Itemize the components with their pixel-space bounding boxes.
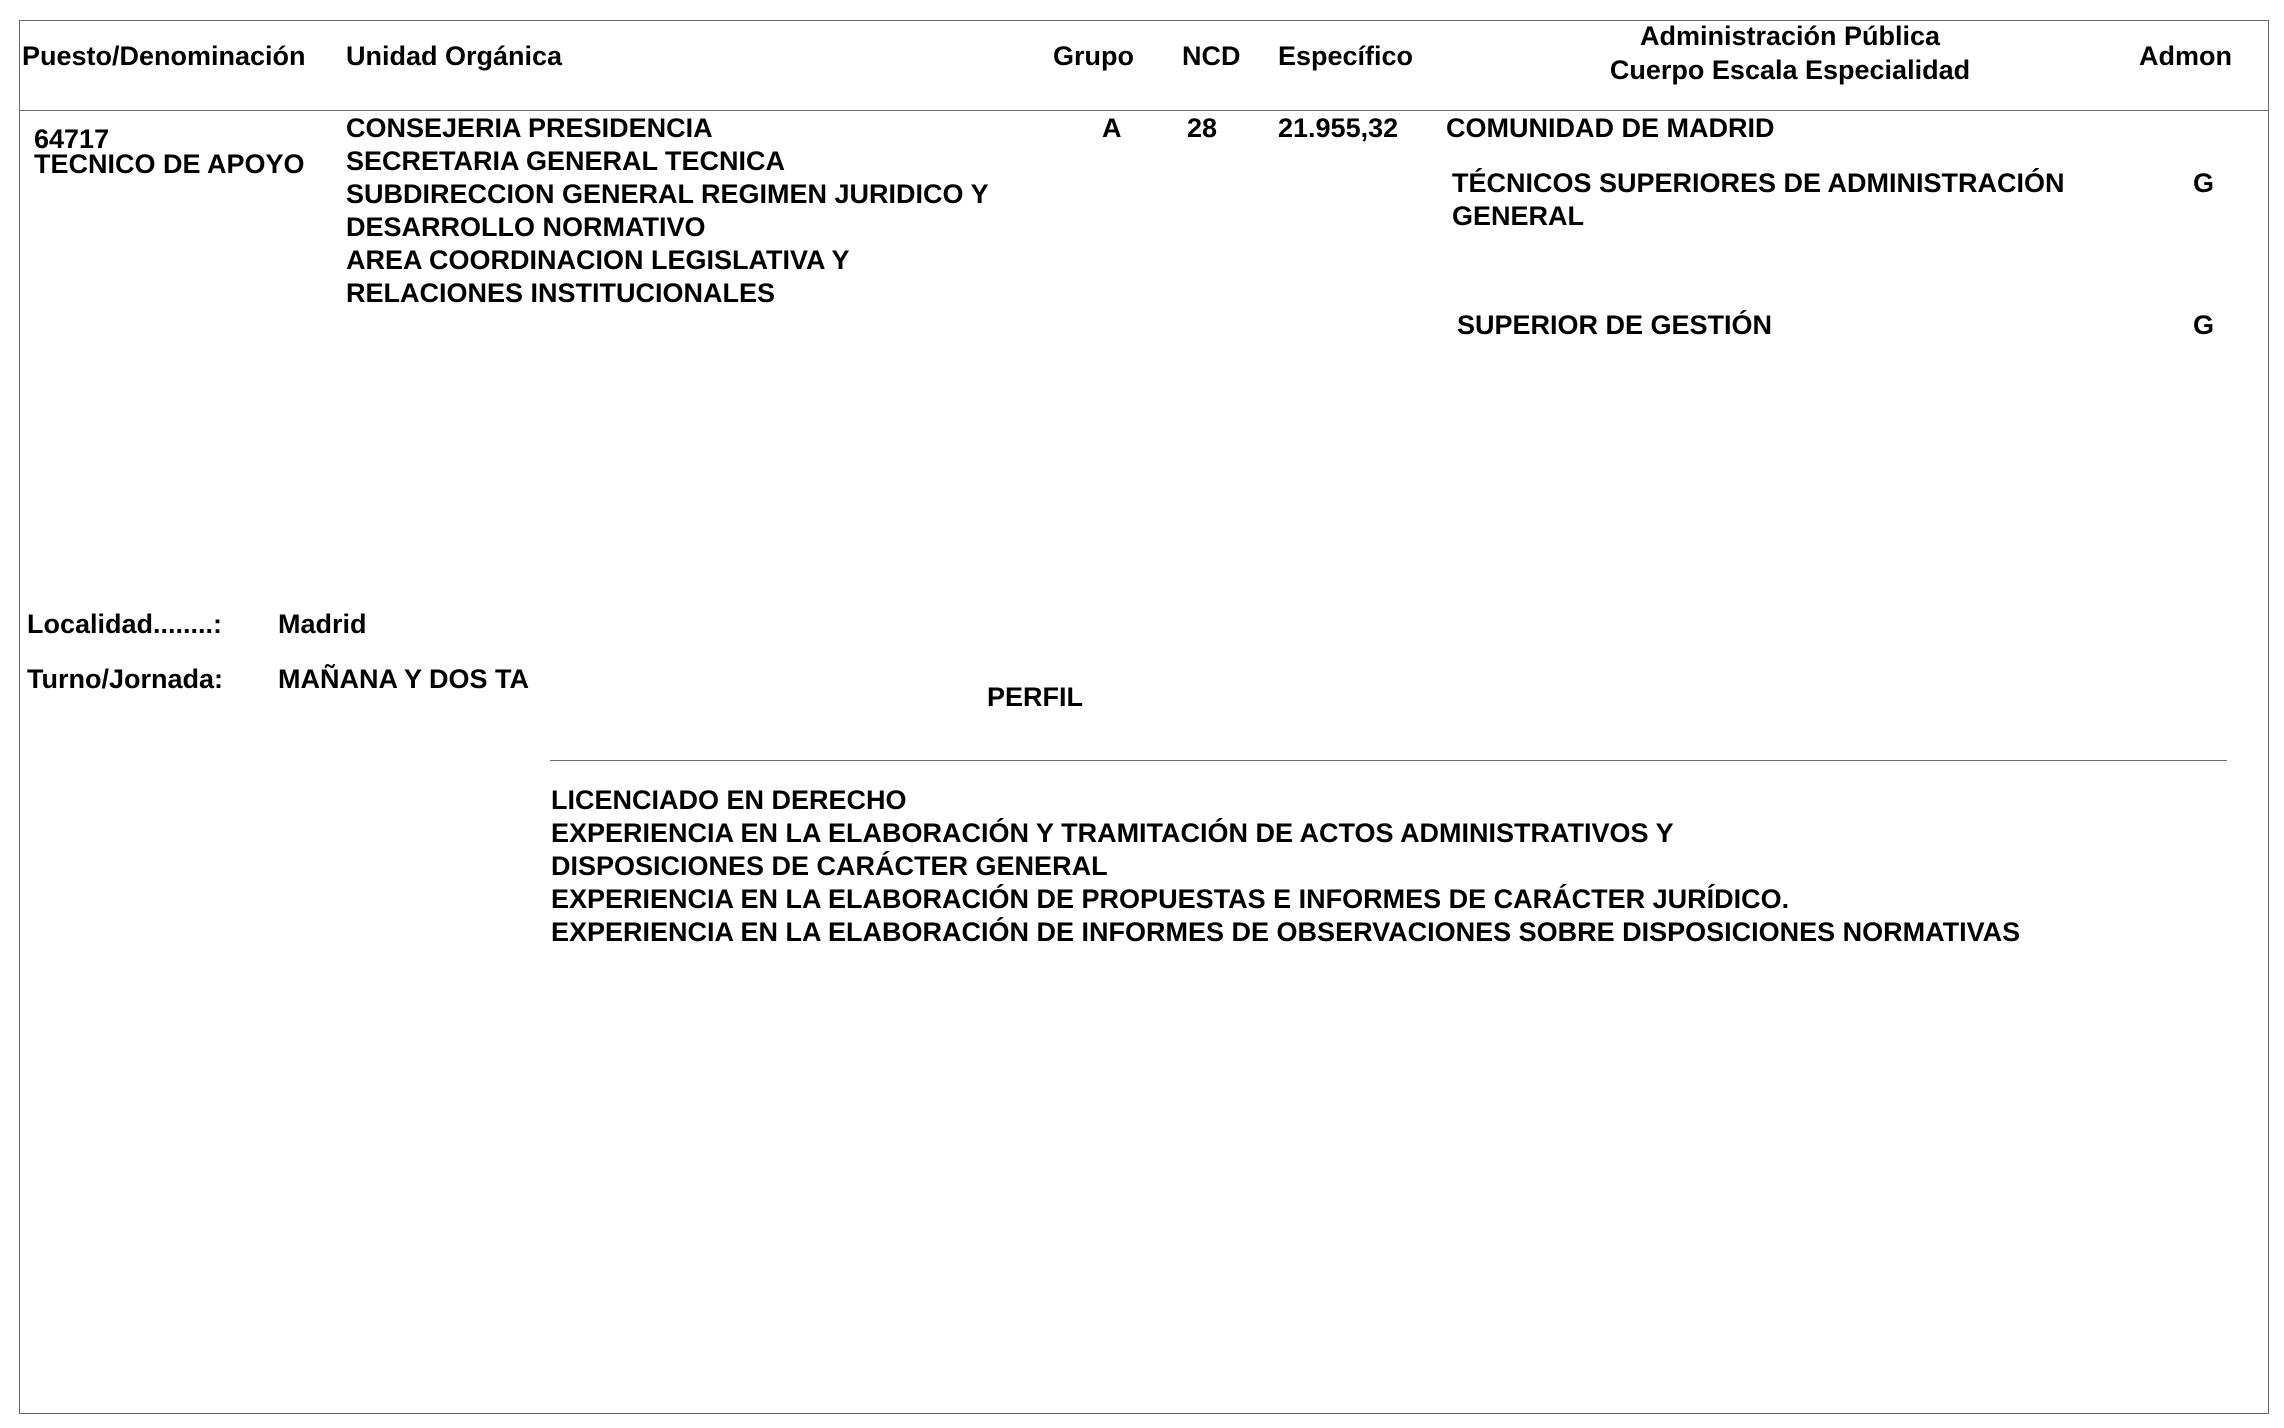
header-unidad: Unidad Orgánica (346, 41, 563, 71)
unidad-line: SECRETARIA GENERAL TECNICA (346, 146, 786, 176)
administracion-value: COMUNIDAD DE MADRID (1446, 113, 1775, 143)
puesto-denominacion: TECNICO DE APOYO (34, 149, 305, 179)
unidad-organica (346, 112, 989, 310)
especifico-value: 21.955,32 (1278, 113, 1399, 143)
localidad-value: Madrid (278, 609, 367, 639)
header-grupo: Grupo (1053, 41, 1134, 71)
escala-value: SUPERIOR DE GESTIÓN (1457, 310, 1773, 340)
perfil-line: DISPOSICIONES DE CARÁCTER GENERAL (551, 851, 1108, 881)
unidad-line: SUBDIRECCION GENERAL REGIMEN JURIDICO Y (346, 179, 989, 209)
perfil-line: EXPERIENCIA EN LA ELABORACIÓN DE PROPUESTAS E INFORMES DE CARÁCTER JURÍDICO. (551, 884, 1790, 914)
localidad-label: Localidad........: (27, 609, 223, 639)
ncd-value: 28 (1187, 113, 1218, 143)
turno-label: Turno/Jornada: (27, 664, 224, 694)
escala-admon: G (2193, 310, 2215, 340)
header-puesto: Puesto/Denominación (22, 41, 306, 71)
perfil-divider (550, 760, 2227, 761)
unidad-line: DESARROLLO NORMATIVO (346, 212, 706, 242)
header-admin-line2: Cuerpo Escala Especialidad (1609, 55, 1971, 85)
perfil-line: EXPERIENCIA EN LA ELABORACIÓN DE INFORMES DE OBSERVACIONES SOBRE DISPOSICIONES NORMATIVAS (551, 917, 2021, 947)
header-admin-line1: Administración Pública (1639, 21, 1941, 51)
cuerpo-value (1452, 167, 2065, 233)
unidad-line: RELACIONES INSTITUCIONALES (346, 278, 776, 308)
header-especifico: Específico (1278, 41, 1414, 71)
turno-value: MAÑANA Y DOS TA (278, 664, 530, 694)
perfil-title: PERFIL (987, 682, 1084, 712)
unidad-line: AREA COORDINACION LEGISLATIVA Y (346, 245, 850, 275)
puesto-code: 64717 (34, 124, 110, 154)
unidad-line: CONSEJERIA PRESIDENCIA (346, 113, 713, 143)
perfil-line: EXPERIENCIA EN LA ELABORACIÓN Y TRAMITACIÓN DE ACTOS ADMINISTRATIVOS Y (551, 818, 1674, 848)
cuerpo-line: GENERAL (1452, 201, 1585, 231)
header-ncd: NCD (1182, 41, 1241, 71)
perfil-line: LICENCIADO EN DERECHO (551, 785, 907, 815)
cuerpo-line: TÉCNICOS SUPERIORES DE ADMINISTRACIÓN (1452, 168, 2065, 198)
grupo-value: A (1102, 113, 1122, 143)
cuerpo-admon: G (2193, 168, 2215, 198)
header-admon: Admon (2139, 41, 2232, 71)
header-divider (19, 110, 2269, 111)
perfil-requirements (551, 784, 2020, 949)
